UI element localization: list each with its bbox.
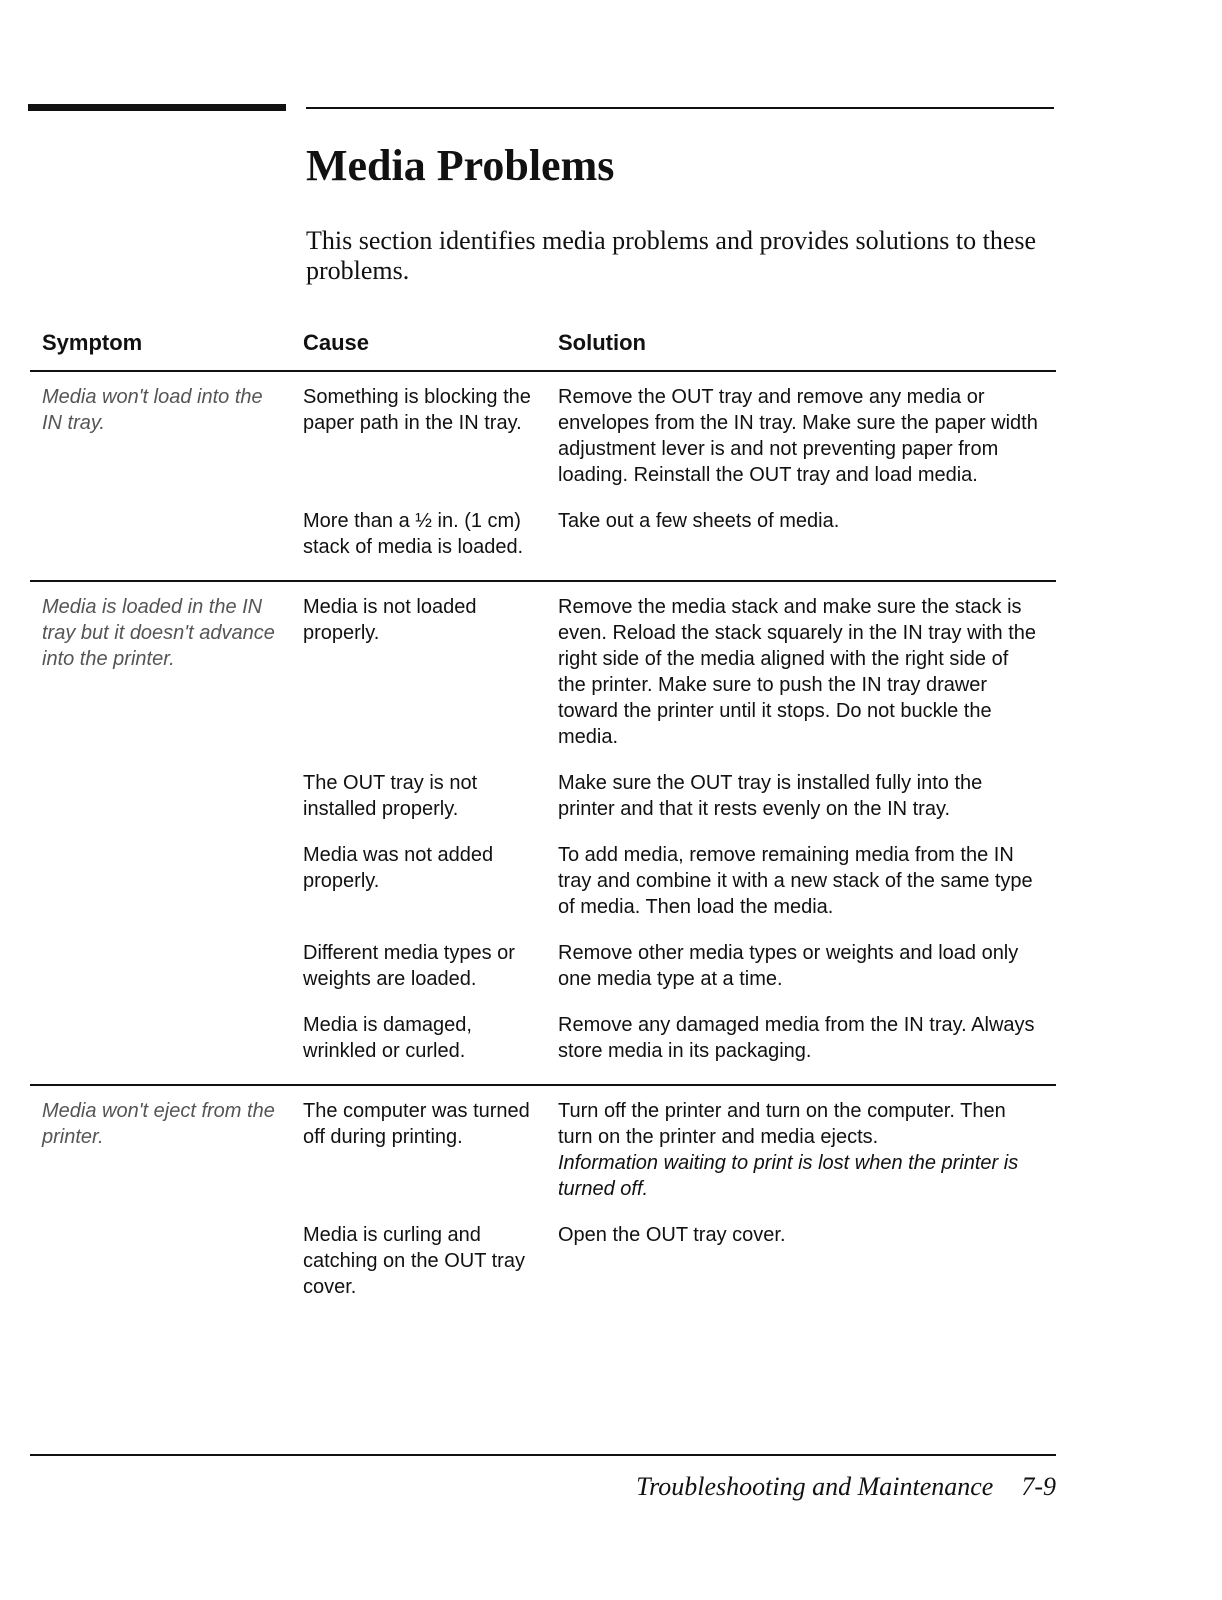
symptom-group <box>30 1086 1056 1320</box>
symptom-text: Media won't eject from the printer. <box>42 1100 275 1148</box>
cause-text: The OUT tray is not installed properly. <box>303 772 478 820</box>
cause-text: Media is curling and catching on the OUT tray cover. <box>303 1224 525 1298</box>
table-row <box>30 770 1056 842</box>
page-footer <box>540 1472 1056 1502</box>
solution-text: Remove any damaged media from the IN tray. Always store media in its packaging. <box>558 1014 1035 1062</box>
table-row <box>30 842 1056 940</box>
symptom-column-header: Symptom <box>42 330 143 355</box>
cause-text: Media is not loaded properly. <box>303 596 477 644</box>
footer-section-title: Troubleshooting and Maintenance <box>636 1472 994 1501</box>
table-row <box>30 508 1056 580</box>
table-row <box>30 1012 1056 1084</box>
solution-text: Remove the media stack and make sure the stack is even. Reload the stack squarely in the IN tray with the right side of the media aligned with the right side of the printer. Make sure to push the IN tray drawer toward the printer until it stops. Do not buckle the media. <box>558 596 1037 748</box>
solution-text: Make sure the OUT tray is installed fully into the printer and that it rests evenly on the IN tray. <box>558 772 983 820</box>
cause-text: Something is blocking the paper path in the IN tray. <box>303 386 531 434</box>
symptom-text: Media won't load into the IN tray. <box>42 386 263 434</box>
page-number: 7-9 <box>1021 1472 1056 1501</box>
solution-note: Information waiting to print is lost when the printer is turned off. <box>558 1152 1019 1200</box>
problems-table <box>30 326 1056 1320</box>
table-row <box>30 1222 1056 1320</box>
solution-column-header: Solution <box>558 330 646 355</box>
symptom-group <box>30 372 1056 582</box>
cause-text: Media is damaged, wrinkled or curled. <box>303 1014 472 1062</box>
cause-text: More than a ½ in. (1 cm) stack of media is loaded. <box>303 510 524 558</box>
solution-text: Turn off the printer and turn on the computer. Then turn on the printer and media ejects. <box>558 1100 1006 1148</box>
table-header <box>30 326 1056 372</box>
decorative-rule-left <box>28 104 286 111</box>
header-rule <box>306 107 1054 109</box>
footer-rule <box>30 1454 1056 1456</box>
solution-text: Remove the OUT tray and remove any media or envelopes from the IN tray. Make sure the paper width adjustment lever is and not preventing paper from loading. Reinstall the OUT tray and load media. <box>558 386 1038 486</box>
solution-text: Remove other media types or weights and load only one media type at a time. <box>558 942 1019 990</box>
solution-text: Open the OUT tray cover. <box>558 1224 786 1246</box>
solution-cell <box>558 1098 1038 1202</box>
cause-text: Different media types or weights are loaded. <box>303 942 515 990</box>
table-row <box>30 940 1056 1012</box>
cause-column-header: Cause <box>303 330 370 355</box>
intro-paragraph: This section identifies media problems and provides solutions to these problems. <box>306 226 1037 285</box>
solution-text: To add media, remove remaining media from the IN tray and combine it with a new stack of the same type of media. Then load the media. <box>558 844 1033 918</box>
symptom-text: Media is loaded in the IN tray but it doesn't advance into the printer. <box>42 596 275 670</box>
solution-text: Take out a few sheets of media. <box>558 510 840 532</box>
cause-text: Media was not added properly. <box>303 844 494 892</box>
cause-text: The computer was turned off during printing. <box>303 1100 530 1148</box>
symptom-group <box>30 582 1056 1086</box>
page-title: Media Problems <box>306 141 615 190</box>
